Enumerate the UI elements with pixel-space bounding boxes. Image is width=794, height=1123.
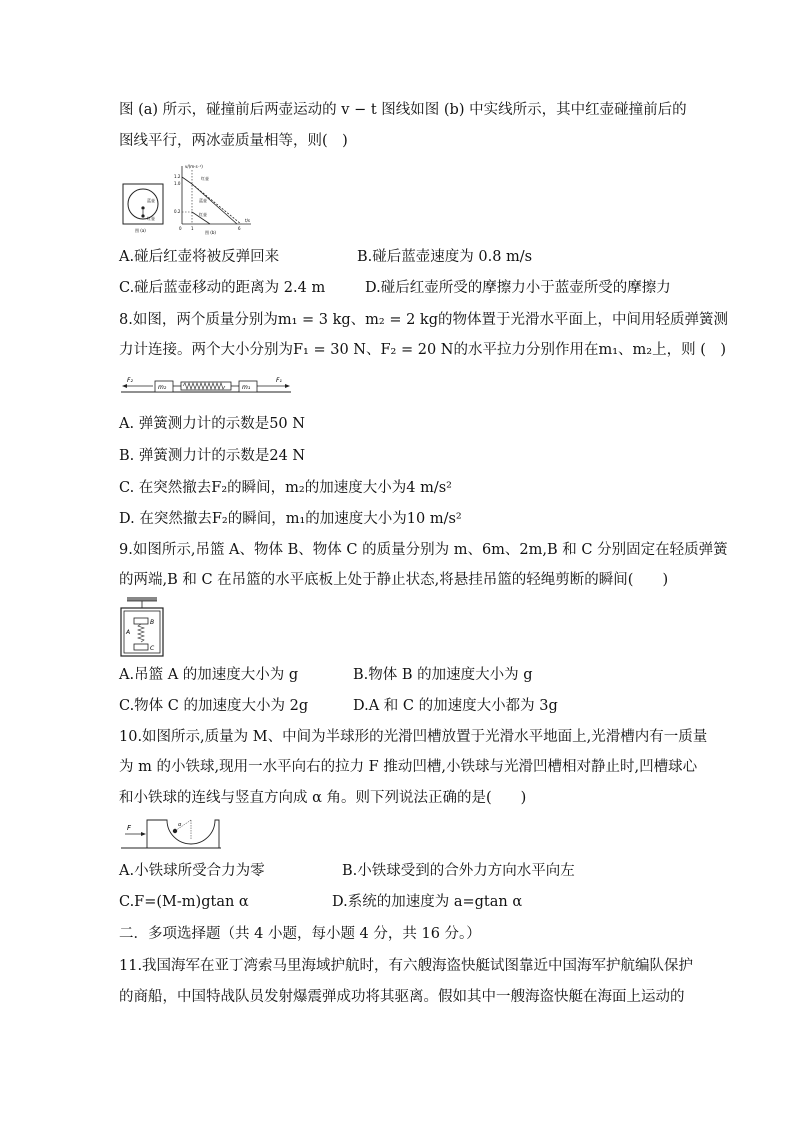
q8-f2-label: F₂ xyxy=(127,377,133,384)
q10-alpha-label: α xyxy=(178,822,182,828)
q10-option-c[interactable]: C.F=(M-m)gtan α xyxy=(119,894,249,910)
q10-f-label: F xyxy=(127,824,132,832)
svg-text:1: 1 xyxy=(191,226,194,231)
q10-figure xyxy=(119,816,223,850)
svg-text:蓝壶: 蓝壶 xyxy=(199,198,207,203)
fig-b-t-axis-label: t/s xyxy=(245,218,250,223)
q8-figure xyxy=(119,372,294,398)
svg-text:红壶: 红壶 xyxy=(201,176,209,181)
q9-figure xyxy=(119,596,165,658)
q10-option-b[interactable]: B.小铁球受到的合外力方向水平向左 xyxy=(342,863,575,879)
q8-option-a[interactable]: A. 弹簧测力计的示数是50 N xyxy=(119,416,305,432)
q8-m1-label: m₁ xyxy=(242,384,251,391)
q7-figure xyxy=(119,160,254,238)
svg-text:6: 6 xyxy=(238,226,241,231)
q7-option-d[interactable]: D.碰后红壶所受的摩擦力小于蓝壶所受的摩擦力 xyxy=(365,280,671,296)
q7-option-a[interactable]: A.碰后红壶将被反弹回来 xyxy=(119,249,280,265)
fig-b-v-axis-label: v/(m·s⁻¹) xyxy=(185,164,203,169)
q8-option-c[interactable]: C. 在突然撤去F₂的瞬间，m₂的加速度大小为4 m/s² xyxy=(119,480,452,496)
fig-a-red-label: 红壶 xyxy=(147,216,155,221)
q8-stem-line-1: 8.如图，两个质量分别为m₁ = 3 kg、m₂ = 2 kg的物体置于光滑水平面上，中间用轻质弹簧测 xyxy=(119,312,728,328)
q9-stem-line-1: 9.如图所示,吊篮 A、物体 B、物体 C 的质量分别为 m、6m、2m,B 和 C 分别固定在轻质弹簧 xyxy=(119,542,728,558)
q10-stem-line-3: 和小铁球的连线与竖直方向成 α 角。则下列说法正确的是( ) xyxy=(119,790,527,806)
q10-stem-line-2: 为 m 的小铁球,现用一水平向右的拉力 F 推动凹槽,小铁球与光滑凹槽相对静止时,凹槽球心 xyxy=(119,759,698,775)
fig-b-caption: 图 (b) xyxy=(205,230,216,235)
q7-option-b[interactable]: B.碰后蓝壶速度为 0.8 m/s xyxy=(357,249,533,265)
q7-option-c[interactable]: C.碰后蓝壶移动的距离为 2.4 m xyxy=(119,280,326,296)
q10-option-d[interactable]: D.系统的加速度为 a=gtan α xyxy=(332,894,523,910)
q8-stem-line-2: 力计连接。两个大小分别为F₁ = 30 N、F₂ = 20 N的水平拉力分别作用在m₁、m₂上，则 ( ) xyxy=(119,342,727,358)
q8-f1-label: F₁ xyxy=(276,377,282,384)
svg-text:红壶: 红壶 xyxy=(199,212,207,217)
section-2-heading: 二．多项选择题（共 4 小题，每小题 4 分，共 16 分。） xyxy=(119,926,481,942)
q9-option-c[interactable]: C.物体 C 的加速度大小为 2g xyxy=(119,698,309,714)
q9-option-a[interactable]: A.吊篮 A 的加速度大小为 g xyxy=(119,667,299,683)
q7-stem-line-2: 图线平行，两冰壶质量相等，则( ) xyxy=(119,133,348,149)
q8-option-b[interactable]: B. 弹簧测力计的示数是24 N xyxy=(119,448,306,464)
q11-stem-line-1: 11.我国海军在亚丁湾索马里海域护航时，有六艘海盗快艇试图靠近中国海军护航编队保护 xyxy=(119,958,694,974)
fig-a-blue-label: 蓝壶 xyxy=(147,198,155,203)
q7-stem-line-1: 图 (a) 所示，碰撞前后两壶运动的 v − t 图线如图 (b) 中实线所示，其中红壶碰撞前后的 xyxy=(119,102,687,118)
q9-option-d[interactable]: D.A 和 C 的加速度大小都为 3g xyxy=(353,698,558,714)
q10-stem-line-1: 10.如图所示,质量为 M、中间为半球形的光滑凹槽放置于光滑水平地面上,光滑槽内有一质量 xyxy=(119,729,708,745)
q9-label-b: B xyxy=(150,619,155,626)
q10-option-a[interactable]: A.小铁球所受合力为零 xyxy=(119,863,265,879)
q8-option-d[interactable]: D. 在突然撤去F₂的瞬间，m₁的加速度大小为10 m/s² xyxy=(119,511,462,527)
q9-stem-line-2: 的两端,B 和 C 在吊篮的水平底板上处于静止状态,将悬挂吊篮的轻绳剪断的瞬间( ) xyxy=(119,572,669,588)
fig-a-caption: 图 (a) xyxy=(135,228,146,233)
svg-text:1.0: 1.0 xyxy=(174,181,181,186)
q9-label-a: A xyxy=(126,629,131,636)
q11-stem-line-2: 的商船，中国特战队员发射爆震弹成功将其驱离。假如其中一艘海盗快艇在海面上运动的 xyxy=(119,989,685,1005)
svg-text:0: 0 xyxy=(179,226,182,231)
q8-m2-label: m₂ xyxy=(158,384,167,391)
svg-text:1.2: 1.2 xyxy=(174,174,181,179)
q9-option-b[interactable]: B.物体 B 的加速度大小为 g xyxy=(353,667,533,683)
svg-text:0.2: 0.2 xyxy=(174,209,181,214)
q9-label-c: C xyxy=(150,645,155,652)
